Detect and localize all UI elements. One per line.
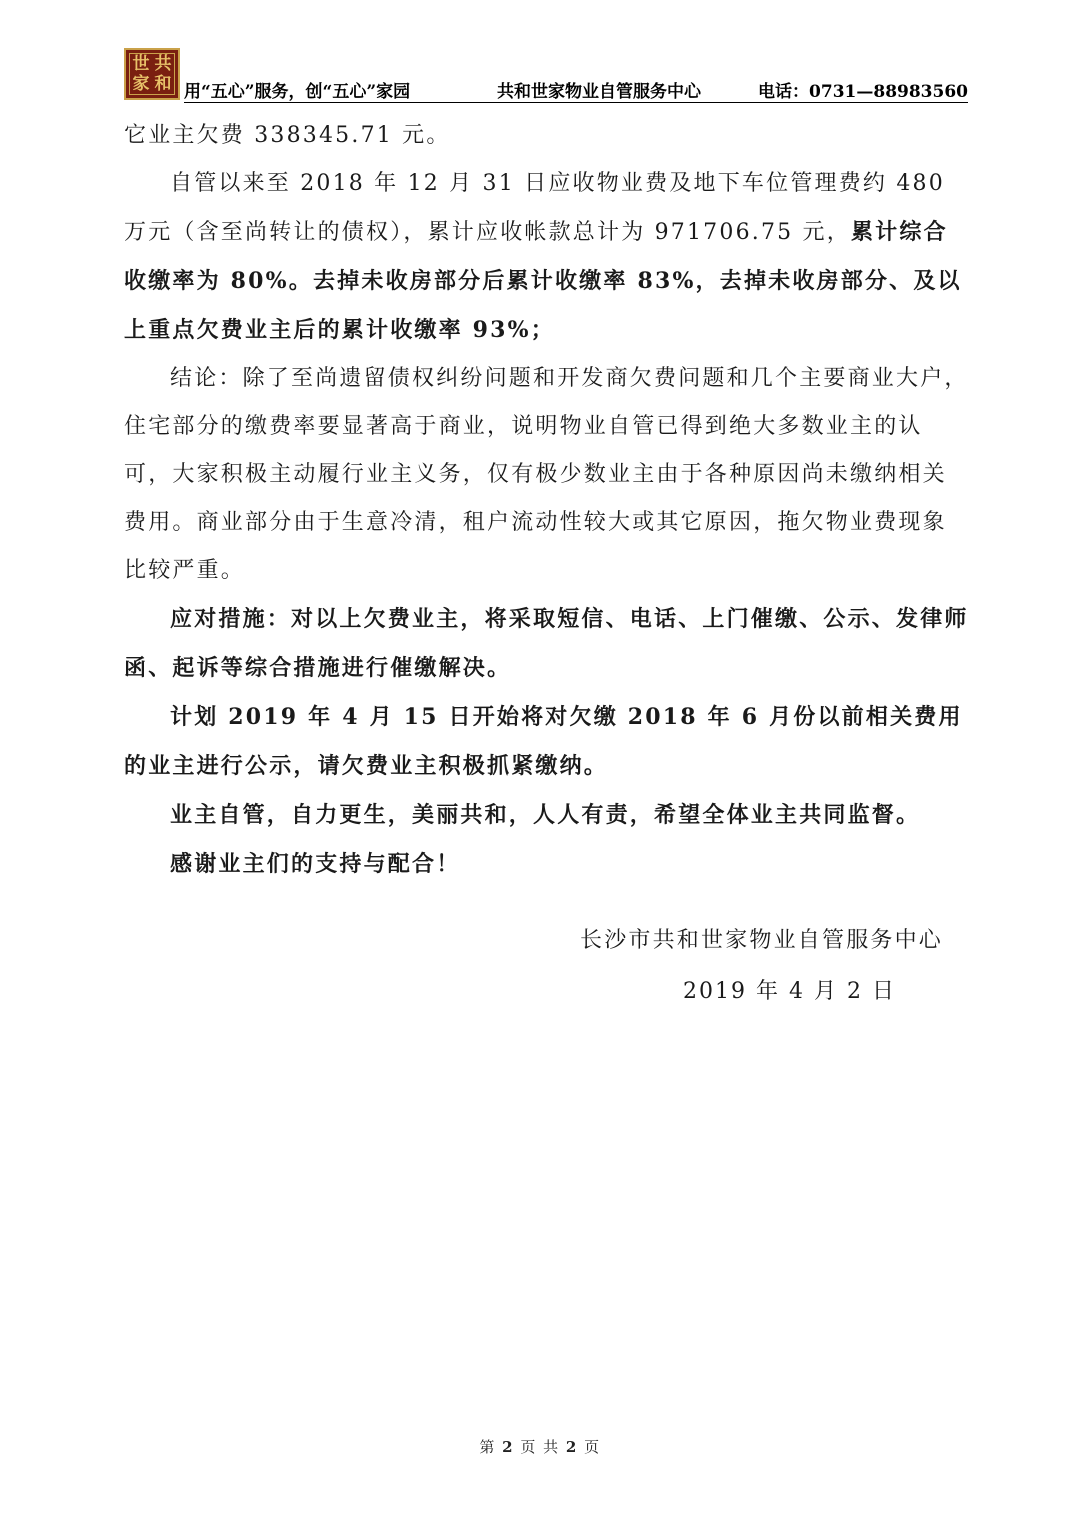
- paragraph: [124, 693, 970, 791]
- text-run: 结论：除了至尚遗留债权纠纷问题和开发商欠费问题和几个主要商业大户，住宅部分的缴费率要显著高于商业，说明物业自管已得到绝大多数业主的认可，大家积极主动履行业主义务，仅有极少数业主由于各种原因尚未缴纳相关费用。商业部分由于生意冷清，租户流动性较大或其它原因，拖欠物业费现象比较严重。: [124, 366, 969, 583]
- header-phone: 电话：0731—88983560: [758, 82, 968, 102]
- text-run-bold: 应对措施：对以上欠费业主，将采取短信、电话、上门催缴、公示、发律师函、起诉等综合措施进行催缴解决。: [124, 606, 969, 681]
- text-run-bold: 感谢业主们的支持与配合！: [170, 851, 461, 877]
- paragraph: [124, 791, 970, 840]
- paragraph: [124, 160, 970, 355]
- logo-seal: [129, 53, 175, 95]
- page-header: [184, 72, 968, 103]
- header-slogan: 用“五心”服务，创“五心”家园: [184, 82, 411, 102]
- page-prefix: 第: [479, 1438, 496, 1456]
- page-number: [0, 1436, 1080, 1457]
- paragraph: [124, 355, 970, 595]
- page-suffix: 页: [584, 1438, 601, 1456]
- text-run: 它业主欠费 338345.71 元。: [124, 123, 451, 148]
- text-run-bold: 累计综合收缴率为 80%。去掉未收房部分后累计收缴率 83%，去掉未收房部分、及以上重点欠费业主后的累计收缴率 93%；: [124, 219, 962, 343]
- page-current: 2: [502, 1438, 515, 1456]
- paragraph: [124, 840, 970, 889]
- logo-char: 世: [132, 53, 150, 74]
- signature-org: 长沙市共和世家物业自管服务中心: [580, 928, 944, 953]
- paragraph: [124, 595, 970, 693]
- page-total: 2: [565, 1438, 578, 1456]
- signature-date: 2019 年 4 月 2 日: [683, 979, 896, 1004]
- logo-char: 共: [154, 53, 172, 74]
- text-run-bold: 业主自管，自力更生，美丽共和，人人有责，希望全体业主共同监督。: [170, 802, 921, 828]
- header-org-name: 共和世家物业自管服务中心: [497, 82, 701, 102]
- logo-char: 家: [132, 73, 150, 94]
- text-run-bold: 计划 2019 年 4 月 15 日开始将对欠缴 2018 年 6 月份以前相关费用的业主进行公示，请欠费业主积极抓紧缴纳。: [124, 704, 963, 779]
- page-mid: 页 共: [520, 1438, 560, 1456]
- document-body: [124, 112, 970, 889]
- company-logo: [124, 48, 180, 100]
- paragraph: [124, 112, 970, 160]
- text-run: 自管以来至 2018 年 12 月 31 日应收物业费及地下车位管理费约 480 万元（含至尚转让的债权），累计应收帐款总计为 971706.75 元，: [124, 171, 945, 245]
- logo-char: 和: [154, 73, 172, 94]
